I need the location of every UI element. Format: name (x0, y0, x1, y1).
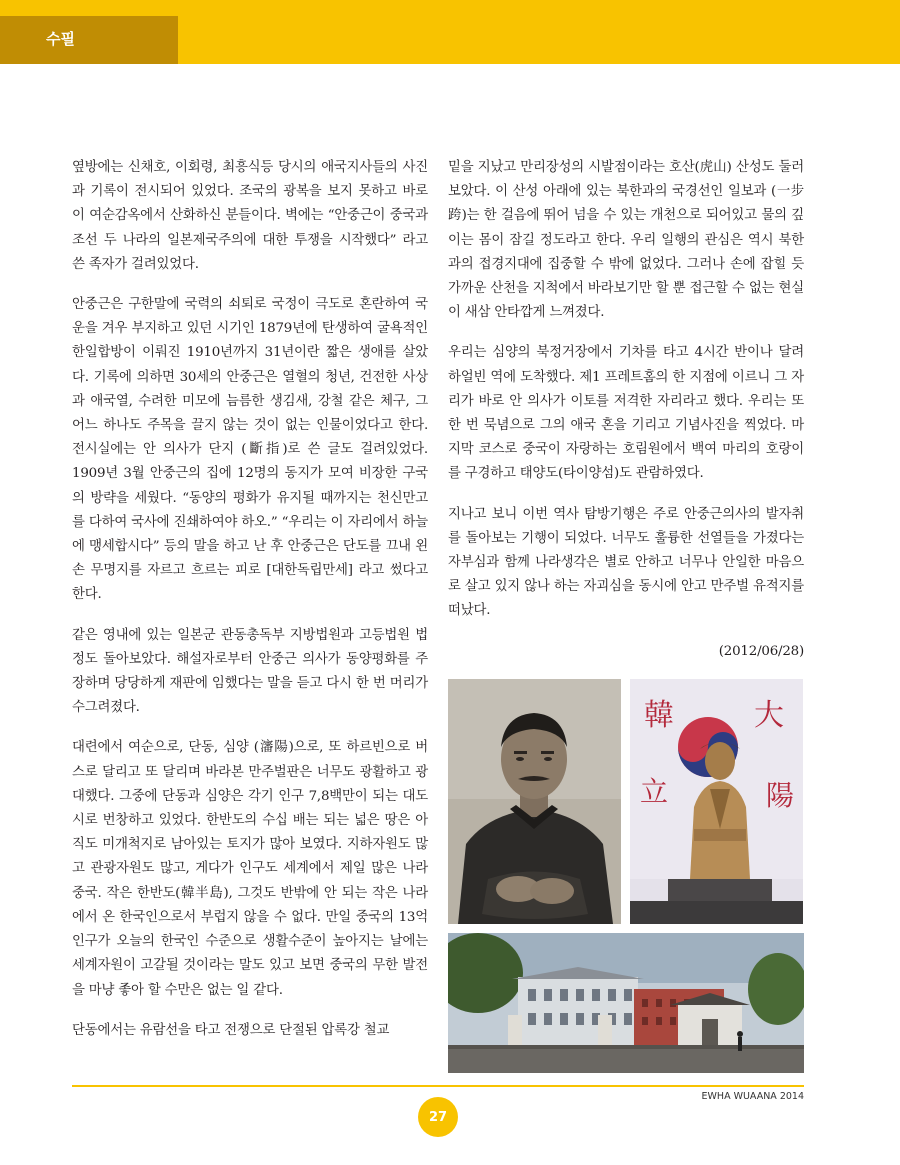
paragraph: 대련에서 여순으로, 단동, 심양 (瀋陽)으로, 또 하르빈으로 버스로 달리고 또 달리며 바라본 만주벌판은 너무도 광활하고 광대했다. 그중에 단동과 심양은 각기 인구 7,8백만이 되는 대도시로 번창하고 있었다. 한반도의 수십 배는 되는 넓은 땅은 아직도 미개척지로 남아있는 토지가 많아 보였다. 지하자원도 많고 관광자원도 많고, 게다가 인구도 세계에서 제일 많은 나라 중국. 작은 한반도(韓半島), 그것도 반밖에 안 되는 작은 나라에서 온 한국인으로서 부럽지 않을 수 없다. 만일 중국의 13억 인구가 오늘의 한국인 수준으로 생활수준이 높아지는 날에는 세계자원이 고갈될 것이라는 말도 있고 보면 중국의 무한 발전을 마냥 좋아 할 수만은 없는 일 같다. (72, 740, 428, 998)
paragraph: 안중근은 구한말에 국력의 쇠퇴로 국정이 극도로 혼란하여 국운을 겨우 부지하고 있던 시기인 1879년에 탄생하여 굴욕적인 한일합방이 이뤄진 1910년까지 31년이란 짧은 생애를 살았다. 기록에 의하면 30세의 안중근은 열혈의 청년, 건전한 사상과 애국열, 수려한 미모에 늠름한 생김새, 강철 같은 체구, 그 어느 하나도 주목을 끌지 않는 것이 없는 인물이었다고 한다. 전시실에는 안 의사가 단지 (斷指)로 쓴 글도 걸려있었다. 1909년 3월 안중근의 집에 12명의 동지가 모여 비장한 구국의 방략을 세웠다. “동양의 평화가 유지될 때까지는 천신만고를 다하여 국사에 진쇄하여야 하오.” “우리는 이 자리에서 하늘에 맹세합시다” 등의 말을 하고 난 후 안중근은 단도를 끄내 왼손 무명지를 자르고 흐르는 피로 [대한독립만세] 라고 썼다고 한다. (72, 297, 428, 603)
page-number: 27 (418, 1097, 458, 1137)
essay-date: (2012/06/28) (718, 643, 804, 659)
left-column (72, 156, 428, 1059)
section-tab (0, 16, 178, 64)
paragraph: 옆방에는 신채호, 이회령, 최흥식등 당시의 애국지사들의 사진과 기록이 전시되어 있었다. 조국의 광복을 보지 못하고 바로 이 여순감옥에서 산화하신 분들이다. 벽에는 “안중근이 중국과 조선 두 나라의 일본제국주의에 대한 투쟁을 시작했다” 라고 쓴 족자가 걸려있었다. (72, 160, 428, 272)
right-column (448, 156, 804, 680)
banner-char: 大 (754, 698, 784, 733)
paragraph: 지나고 보니 이번 역사 탐방기행은 주로 안중근의사의 발자취를 돌아보는 기행이 되었다. 너무도 훌륭한 선열들을 가졌다는 자부심과 함께 나라생각은 별로 안하고 너무나 안일한 마음으로 살고 있지 않나 하는 자괴심을 동시에 안고 만주벌 유적지를 떠났다. (448, 506, 804, 619)
paragraph: 밑을 지났고 만리장성의 시발점이라는 호산(虎山) 산성도 둘러보았다. 이 산성 아래에 있는 북한과의 국경선인 일보과 (一步跨)는 한 걸음에 뛰어 넘을 수 있는 개천으로 되어있고 물의 깊이는 몸이 잠길 정도라고 한다. 우리 일행의 관심은 역시 북한과의 접경지대에 집중할 수 밖에 없었다. 그러나 손에 잡힐 듯 가까운 산천을 지척에서 바라보기만 할 뿐 접근할 수 없는 현실이 새삼 안타깝게 느껴졌다. (448, 160, 804, 321)
building-photo (448, 933, 804, 1073)
banner-char: 立 (640, 775, 669, 808)
footer-divider (72, 1085, 804, 1087)
portrait-photo (448, 679, 621, 924)
banner-char: 陽 (766, 779, 795, 812)
paragraph: 우리는 심양의 북정거장에서 기차를 타고 4시간 반이나 달려 하얼빈 역에 도착했다. 제1 프레트홈의 한 지점에 이르니 그 자리가 바로 안 의사가 이토를 저격한 자리라고 했다. 우리는 또 한 번 묵념으로 그의 애국 혼을 기리고 기념사진을 찍었다. 마지막 코스로 중국이 자랑하는 호림원에서 백여 마리의 호랑이를 구경하고 태양도(타이양섬)도 관람하였다. (448, 345, 804, 482)
section-label: 수필 (46, 30, 75, 48)
paragraph: 같은 영내에 있는 일본군 관동총독부 지방법원과 고등법원 법정도 돌아보았다. 해설자로부터 안중근 의사가 동양평화를 주장하며 당당하게 재판에 임했다는 말을 듣고 다시 한 번 머리가 수그려졌다. (72, 627, 428, 716)
statue-photo (630, 679, 803, 924)
publication-name: EWHA WUAANA 2014 (701, 1091, 804, 1102)
paragraph: 단동에서는 유람선을 타고 전쟁으로 단절된 압록강 철교 (72, 1022, 390, 1038)
banner-char: 韓 (644, 698, 674, 733)
